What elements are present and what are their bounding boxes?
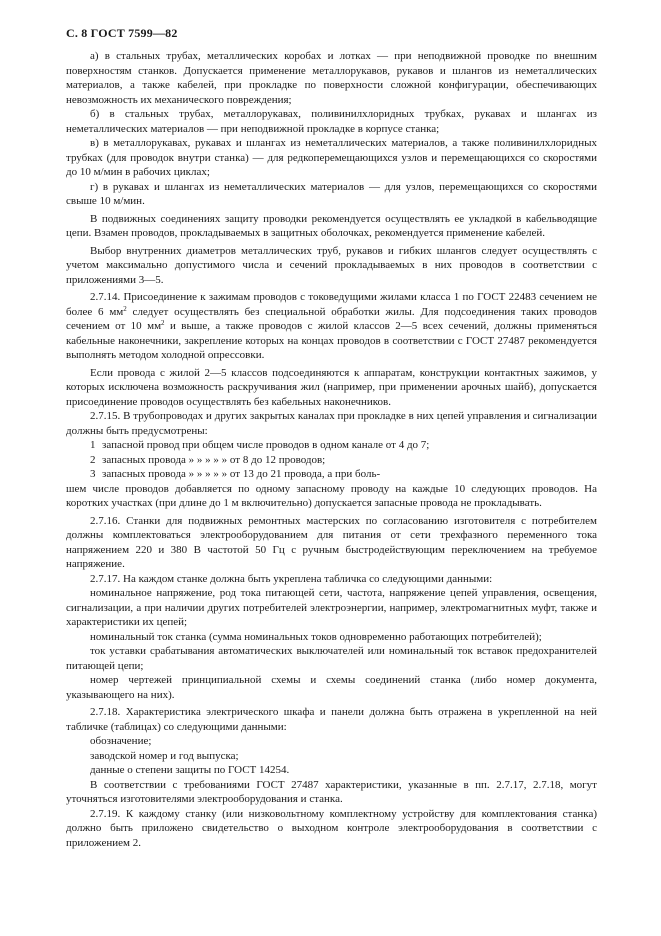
paragraph: номинальное напряжение, род тока питающей сети, частота, напряжение цепей управления, освещения, сигнализации, а при наличии других потребителей электроэнергии, например, электромагнитных муфт, также и характеристики их цепей; [66,587,597,628]
paragraph: данные о степени защиты по ГОСТ 14254. [90,764,290,776]
page-header: С. 8 ГОСТ 7599—82 [66,26,178,40]
superscript: 2 [161,319,165,327]
spare-wire-row: 2 запасных провода » » » » » от 8 до 12 проводов; [90,453,326,466]
paragraph: 2.7.19. К каждому станку (или низковольтному комплектному устройству для комплектования станка) должно быть приложено свидетельство о выходном контроле электрооборудования в соответствии с приложением 2. [66,807,597,849]
paragraph: шем числе проводов добавляется по одному запасному проводу на каждые 10 следующих проводов. На коротких участках (при длине до 1 м включительно) допускается запасные провода не прокладывать. [66,482,597,509]
paragraph: заводской номер и год выпуска; [90,749,239,762]
paragraph: ток уставки срабатывания автоматических выключателей или номинальный ток вставок предохранителей питающей цепи; [66,645,597,672]
paragraph: 2.7.17. На каждом станке должна быть укреплена табличка со следующими данными: [90,572,493,585]
spare-wire-row: 1 запасной провод при общем числе проводов в одном канале от 4 до 7; [90,439,430,451]
paragraph: Выбор внутренних диаметров металлических труб, рукавов и гибких шлангов следует осуществлять с учетом максимально допустимого числа и сечений прокладываемых в них проводов в соответствии с приложениями 3—5. [66,244,597,286]
superscript: 2 [123,304,127,313]
paragraph: г) в рукавах и шлангах из неметаллических материалов — для узлов, перемещающихся со скоростями свыше 10 м/мин. [66,180,597,207]
spare-wire-row: 3 запасных провода » » » » » от 13 до 21 провода, а при боль- [90,468,381,480]
paragraph-2-7-14: 2.7.14. Присоединение к зажимам проводов с токоведущими жилами класса 1 по ГОСТ 22483 сечением не более 6 $мм^2$ следует осуществлять без специальной обработки жилы. Для подсоединения таких проводов сечением от 10 $мм^2$ и выше, а также проводов с жилой классов 2—5 всех сечений, должны применяться кабельные наконечники, закрепление которых на концах проводов в соответствии с ГОСТ 27487 рекомендуется выполнять методом холодной опрессовки. [66,291,597,361]
paragraph: обозначение; [90,735,152,747]
paragraph: номер чертежей принципиальной схемы и схемы соединений станка (либо номер документа, указывающего на них). [66,674,597,701]
paragraph: 2.7.15. В трубопроводах и других закрытых каналах при прокладке в них цепей управления и сигнализации должны быть предусмотрены: [66,410,597,437]
paragraph: номинальный ток станка (сумма номинальных токов одновременно работающих потребителей); [90,630,542,643]
paragraph: В подвижных соединениях защиту проводки рекомендуется осуществлять ее укладкой в кабельводящие цепи. Взамен проводов, прокладываемых в защитных оболочках, рекомендуется применение кабелей. [66,212,597,239]
paragraph: В соответствии с требованиями ГОСТ 27487 характеристики, указанные в пп. 2.7.17, 2.7.18, могут уточняться изготовителями электрооборудования и станка. [66,778,597,805]
paragraph: в) в металлорукавах, рукавах и шлангах из неметаллических материалов, а также поливинилхлоридных трубках (для проводок внутри станка) — для редкоперемещающихся узлов и перемещающихся со скоростями до 10 м/мин в рабочих циклах; [66,137,597,178]
document-body [66,49,597,850]
paragraph: Если провода с жилой 2—5 классов подсоединяются к аппаратам, конструкции контактных зажимов, у которых исключена возможность раскручивания жил (например, при применении арочных шайб), допускается присоединение проводов осуществлять без кабельных наконечников. [66,366,597,408]
paragraph: 2.7.16. Станки для подвижных ремонтных мастерских по согласованию изготовителя с потребителем должны комплектоваться электрооборудованием для питания от сети трехфазного переменного тока напряжением 220 и 380 В частотой 50 Гц с ручным быстродействующим переключением на требуемое напряжение. [66,514,597,570]
paragraph: б) в стальных трубах, металлорукавах, поливинилхлоридных трубках, рукавах и шлангах из неметаллических материалов — при неподвижной прокладке в корпусе станка; [66,108,597,135]
paragraph: а) в стальных трубах, металлических коробах и лотках — при неподвижной проводке по внешним поверхностям станков. Допускается применение металлорукавов, рукавов и шлангов из неметаллических материалов, а также кабелей, при прокладке по поверхности сложной конфигурации, обеспечивающих невозможность их механического повреждения; [66,50,597,106]
paragraph: 2.7.18. Характеристика электрического шкафа и панели должна быть отражена в укрепленной на ней табличке (таблицах) со следующими данными: [66,706,597,733]
